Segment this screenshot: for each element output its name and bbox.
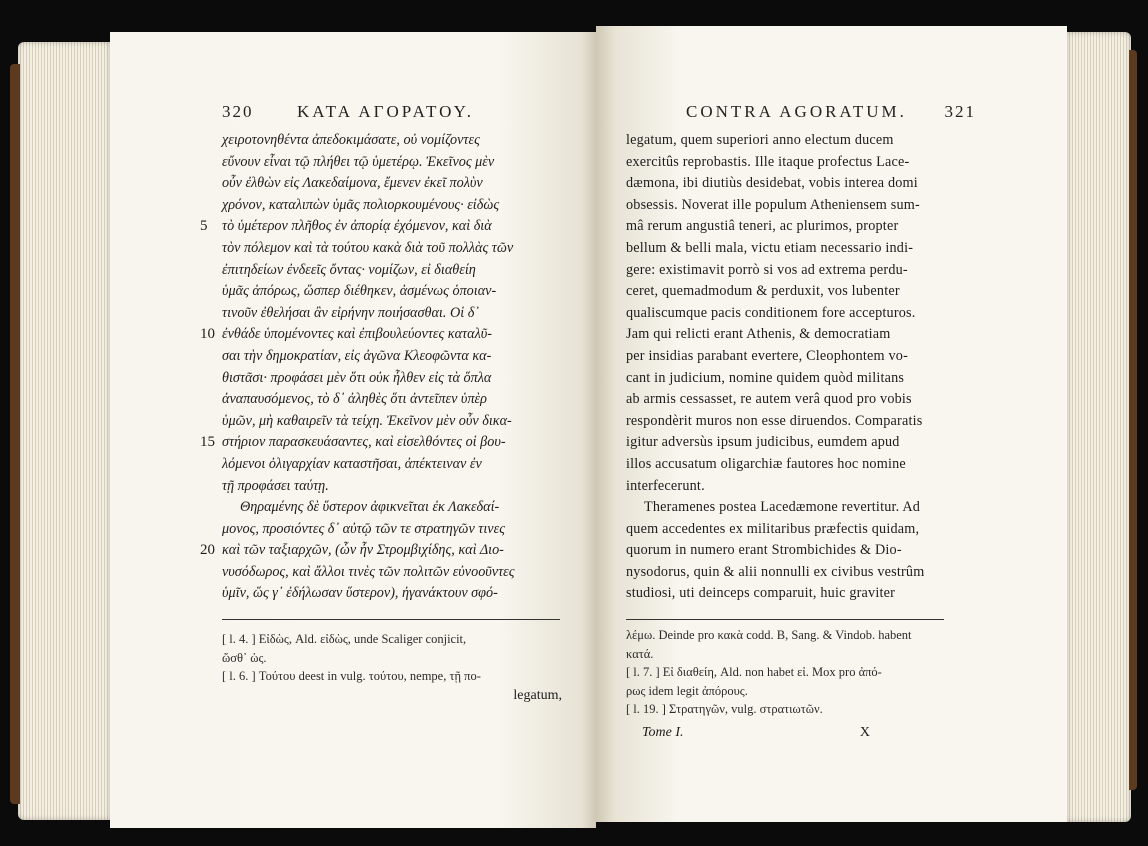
page-number: 321 [944,102,976,121]
greek-text-body [200,130,566,605]
text-line [626,497,1067,519]
text-line [626,195,1067,217]
line-text: θιστᾶσι· προφάσει μὲν ὅτι οὐκ ἦλθεν εἰς τὰ ὅπλα [222,369,492,386]
line-text: obsessis. Noverat ille populum Atheniensem sum- [626,196,920,213]
text-line [222,411,566,433]
footnote-line: [ l. 6. ] Τούτου deest in vulg. τούτου, nempe, τῇ πο- [222,669,481,684]
text-line [222,562,566,584]
line-text: quorum in numero erant Strombichides & Dio- [626,542,902,559]
text-line [200,216,566,238]
text-line [626,562,1067,584]
line-text: bellum & belli mala, victu etiam necessario indi- [626,239,914,256]
volume-signature: Tome I. [642,724,684,740]
text-line [626,368,1067,390]
text-line [626,389,1067,411]
line-text: interfecerunt. [626,477,705,494]
footnote-line: ρως idem legit ἀπόρους. [626,683,748,698]
footnote-line: [ l. 4. ] Εἰδὼς, Ald. εἰδὼς, unde Scaliger conjicit, [222,632,467,647]
text-line [626,152,1067,174]
line-text: λόμενοι ὀλιγαρχίαν καταστῆσαι, ἀπέκτειναν ἐν [222,455,482,472]
text-line [222,281,566,303]
line-text: οὖν ἐλθὼν εἰς Λακεδαίμονα, ἔμενεν ἐκεῖ πολὺν [222,175,483,192]
running-head-left [222,102,566,122]
line-text: mâ rerum angustiâ teneri, ac plurimos, propter [626,218,899,235]
line-text: legatum, quem superiori anno electum ducem [626,132,894,148]
line-text: ἐπιτηδείων ἐνδεεῖς ὄντας· νομίζων, εἰ διαθείη [222,261,476,278]
running-head-right [686,102,976,122]
text-line [626,346,1067,368]
line-text: χρόνον, καταλιπὼν ὑμᾶς πολιορκουμένους· εἰδὼς [222,196,500,213]
line-text: per insidias parabant evertere, Cleophontem vo- [626,347,909,364]
running-title: CONTRA AGORATUM. [686,102,907,121]
line-text: illos accusatum oligarchiæ fautores hoc nomine [626,455,906,472]
footnote-line: λέμω. Deinde pro κακὰ codd. B, Sang. & Vindob. habent [626,628,912,643]
text-line [626,173,1067,195]
line-number: 5 [200,218,208,235]
line-text: Theramenes postea Lacedæmone revertitur. Ad [644,499,921,516]
footnote-line: [ l. 7. ] Εἰ διαθείη, Ald. non habet εἰ. Mox pro ἀπό- [626,665,882,680]
line-text: nysodorus, quin & alii nonnulli ex civibus vestrûm [626,563,925,580]
text-line [222,152,566,174]
line-text: ἀναπαυσόμενος, τὸ δ᾽ ἀληθὲς ὅτι ἀντεῖπεν ὑπὲρ [222,391,487,408]
text-line [222,368,566,390]
text-line [626,432,1067,454]
text-line [222,130,566,152]
text-line [222,389,566,411]
text-line [222,497,566,519]
footnotes [222,630,566,686]
line-text: εὔνουν εἶναι τῷ πλήθει τῷ ὑμετέρῳ. Ἐκεῖνος μὲν [222,153,495,170]
line-text: ab armis cessasset, re autem verâ quod pro vobis [626,391,912,408]
line-number: 10 [200,326,215,343]
line-text: ceret, quemadmodum & perduxit, vos lubenter [626,283,900,300]
line-text: ἐνθάδε ὑπομένοντες καὶ ἐπιβουλεύοντες καταλῦ- [222,326,492,343]
text-line [222,238,566,260]
footnote-line: ὥσθ᾽ ὡς. [222,650,267,665]
line-text: νυσόδωρος, καὶ ἄλλοι τινὲς τῶν πολιτῶν εὐνοοῦντες [222,563,515,580]
running-title: ΚΑΤΑ ΑΓΟΡΑΤΟΥ. [297,102,474,121]
line-text: gere: existimavit porrò si vos ad extrema perdu- [626,261,908,278]
text-line [626,411,1067,433]
text-line [222,583,566,605]
footnotes [626,626,1067,719]
text-line [222,173,566,195]
footnote-rule [222,619,560,620]
text-line [626,216,1067,238]
text-line [200,432,566,454]
text-line [200,540,566,562]
line-number: 15 [200,434,215,451]
text-line [222,195,566,217]
latin-text-body [626,130,1067,605]
text-line [222,260,566,282]
line-text: τὸ ὑμέτερον πλῆθος ἐν ἀπορίᾳ ἐχόμενον, καὶ διὰ [222,218,492,235]
text-line [200,324,566,346]
footnote-line: [ l. 19. ] Στρατηγῶν, vulg. στρατιωτῶν. [626,702,823,717]
text-line [626,476,1067,498]
text-line [626,260,1067,282]
line-text: τινοῦν ἐθελήσαι ἂν εἰρήνην ποιήσασθαι. Οἱ δ᾽ [222,304,480,321]
text-line [626,130,1067,152]
text-line [222,454,566,476]
line-text: ὑμῶν, μὴ καθαιρεῖν τὰ τείχη. Ἐκεῖνον μὲν οὖν δικα- [222,412,512,429]
line-text: dæmona, ibi diutiùs desidebat, vobis interea domi [626,175,918,192]
page-number: 320 [222,102,254,121]
line-text: χειροτονηθέντα ἀπεδοκιμάσατε, οὐ νομίζοντες [222,132,480,148]
text-line [626,324,1067,346]
line-text: respondèrit muros non esse diruendos. Comparatis [626,412,923,429]
page-edges-left [18,42,110,820]
line-text: μονος, προσιόντες δ᾽ αὐτῷ τῶν τε στρατηγῶν τινες [222,520,505,537]
text-line [626,519,1067,541]
line-text: quem accedentes ex militaribus præfectis quidam, [626,520,920,537]
line-number: 20 [200,542,215,559]
footnote-rule [626,619,944,620]
text-line [626,303,1067,325]
page-edges-right [1067,32,1131,822]
left-page [110,32,596,828]
text-line [222,519,566,541]
footnote-line: κατά. [626,646,654,661]
line-text: σαι τὴν δημοκρατίαν, εἰς ἀγῶνα Κλεοφῶντα κα- [222,347,492,364]
open-book [18,22,1131,832]
text-line [626,454,1067,476]
line-text: qualiscumque pacis conditionem fore accepturos. [626,304,916,321]
text-line [626,238,1067,260]
text-line [626,540,1067,562]
line-text: τῇ προφάσει ταύτῃ. [222,477,329,494]
gathering-signature: X [859,724,870,740]
text-line [222,346,566,368]
signature-line [642,725,870,741]
catchword: legatum, [513,687,562,703]
text-line [222,476,566,498]
text-line [626,281,1067,303]
line-text: ὑμῖν, ὥς γ᾽ ἐδήλωσαν ὕστερον), ἠγανάκτουν σφό- [222,585,498,602]
right-page [596,26,1067,822]
line-text: Jam qui relicti erant Athenis, & democratiam [626,326,891,343]
text-line [626,583,1067,605]
line-text: studiosi, uti deinceps comparuit, huic graviter [626,585,896,602]
line-text: τὸν πόλεμον καὶ τὰ τούτου κακὰ διὰ τοῦ πολλὰς τῶν [222,239,514,256]
line-text: cant in judicium, nomine quidem quòd militans [626,369,905,386]
line-text: Θηραμένης δὲ ὕστερον ἀφικνεῖται ἐκ Λακεδαί- [240,499,500,516]
line-text: καὶ τῶν ταξιαρχῶν, (ὧν ἦν Στρομβιχίδης, καὶ Διο- [222,542,504,559]
line-text: igitur adversùs ipsum judicibus, eumdem apud [626,434,900,451]
line-text: ὑμᾶς ἀπόρως, ὥσπερ διέθηκεν, ἀσμένως ὁποιαν- [222,283,497,300]
text-line [222,303,566,325]
line-text: στήριον παρασκευάσαντες, καὶ εἰσελθόντες οἱ βου- [222,434,506,451]
line-text: exercitûs reprobastis. Ille itaque profectus Lace- [626,153,910,170]
